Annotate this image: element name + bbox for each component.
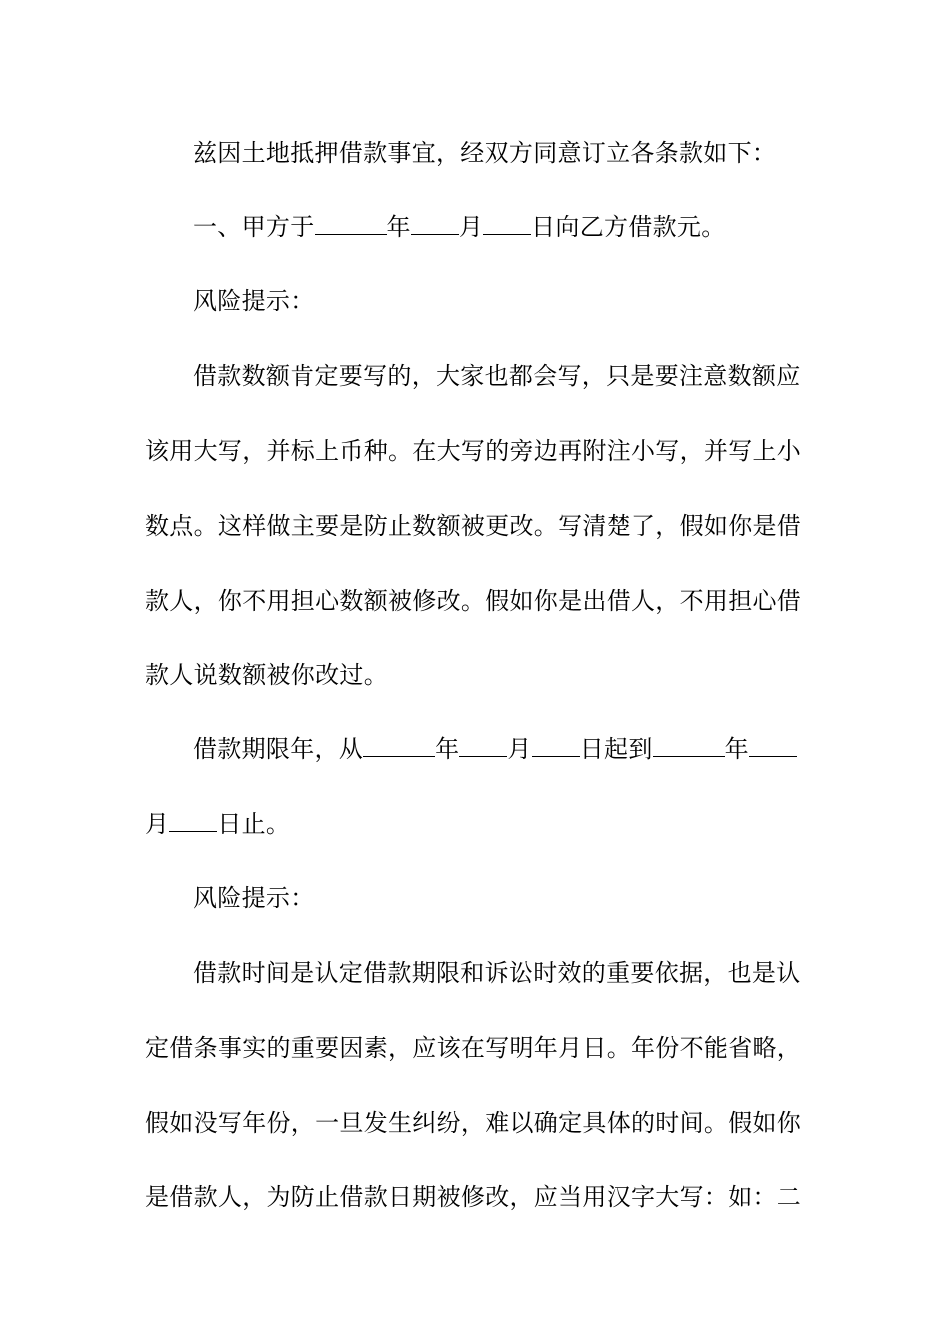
end-month-label: 月	[145, 810, 170, 838]
start-year-blank	[363, 734, 435, 757]
para-1-line-5: 款人说数额被你改过。	[145, 661, 388, 689]
month-blank	[411, 212, 459, 235]
start-month-blank	[459, 734, 507, 757]
term-end: 日止。	[217, 810, 291, 838]
year-label: 年	[386, 213, 411, 241]
end-year-label: 年	[724, 735, 749, 763]
year-blank	[315, 212, 387, 235]
risk-heading-2: 风险提示：	[193, 884, 315, 912]
term-line-2	[145, 809, 825, 839]
start-day-blank	[532, 734, 580, 757]
para-2-line-2: 定借条事实的重要因素，应该在写明年月日。年份不能省略，	[145, 1034, 802, 1062]
end-year-blank	[653, 734, 725, 757]
term-day-to: 日起到	[579, 735, 653, 763]
para-2-line-1: 借款时间是认定借款期限和诉讼时效的重要依据，也是认	[193, 959, 801, 987]
para-2-line-4: 是借款人，为防止借款日期被修改，应当用汉字大写：如：二	[145, 1183, 802, 1211]
start-month-label: 月	[507, 735, 532, 763]
risk-heading-1: 风险提示：	[193, 287, 315, 315]
para-1-line-2: 该用大写，并标上币种。在大写的旁边再附注小写，并写上小	[145, 437, 802, 465]
para-1-line-1: 借款数额肯定要写的，大家也都会写，只是要注意数额应	[193, 362, 801, 390]
clause-1-prefix: 一、甲方于	[193, 213, 315, 241]
start-year-label: 年	[435, 735, 460, 763]
para-1-line-4: 款人，你不用担心数额被修改。假如你是出借人，不用担心借	[145, 587, 802, 615]
clause-1-suffix: 日向乙方借款元。	[531, 213, 726, 241]
para-1-line-3: 数点。这样做主要是防止数额被更改。写清楚了，假如你是借	[145, 512, 802, 540]
term-line-1	[193, 734, 873, 764]
day-blank	[483, 212, 531, 235]
end-day-blank	[169, 809, 217, 832]
clause-1-line	[193, 212, 873, 242]
term-prefix: 借款期限年，从	[193, 735, 364, 763]
end-month-blank-part	[749, 734, 797, 757]
intro-line: 兹因土地抵押借款事宜，经双方同意订立各条款如下：	[193, 139, 777, 167]
month-label: 月	[458, 213, 484, 241]
para-2-line-3: 假如没写年份，一旦发生纠纷，难以确定具体的时间。假如你	[145, 1109, 802, 1137]
